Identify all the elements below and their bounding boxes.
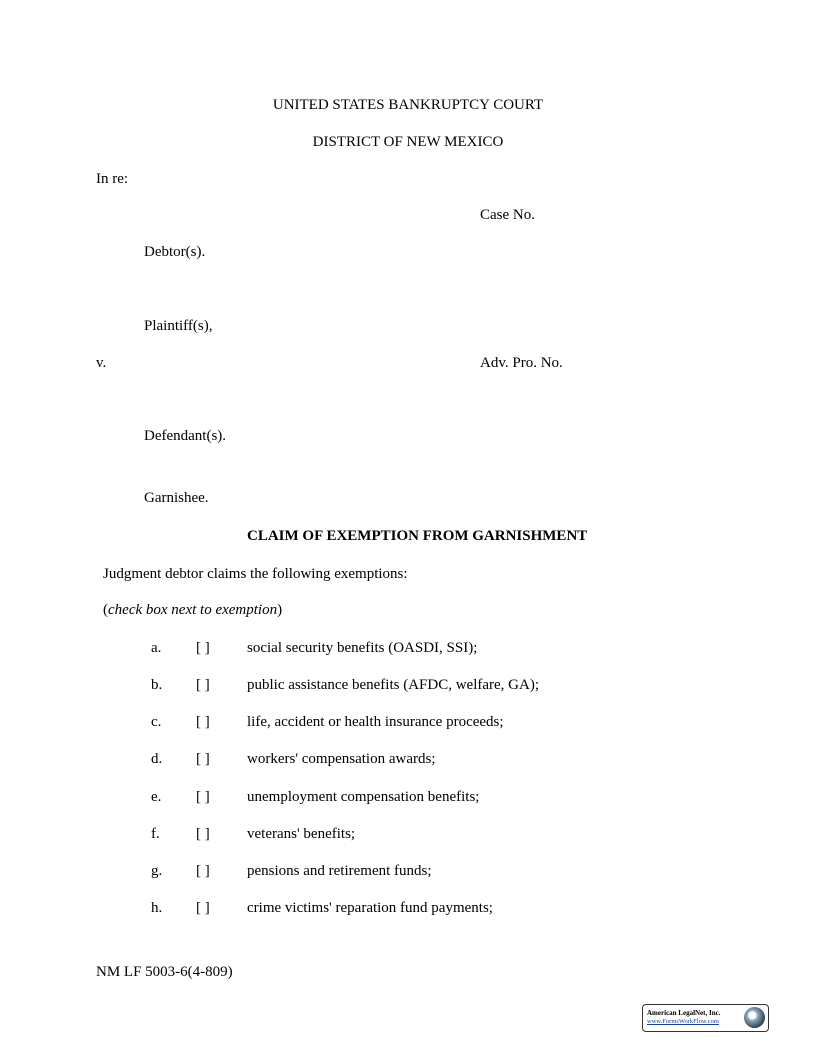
exemption-row	[0, 862, 816, 880]
exemption-row	[0, 713, 816, 731]
exemption-row	[0, 750, 816, 768]
exemption-row	[0, 788, 816, 806]
exemption-letter: c.	[151, 714, 162, 730]
case-no-label: Case No.	[480, 207, 535, 223]
debtor-label: Debtor(s).	[144, 244, 206, 260]
exemption-checkbox[interactable]: [ ]	[196, 640, 210, 656]
exemption-text: crime victims' reparation fund payments;	[247, 900, 493, 916]
adv-pro-no-label: Adv. Pro. No.	[480, 355, 563, 371]
exemption-letter: b.	[151, 677, 163, 693]
exemption-letter: f.	[151, 826, 160, 842]
exemption-letter: d.	[151, 751, 163, 767]
exemption-letter: h.	[151, 900, 163, 916]
exemption-text: public assistance benefits (AFDC, welfare, GA);	[247, 677, 540, 693]
exemption-checkbox[interactable]: [ ]	[196, 714, 210, 730]
exemption-row	[0, 825, 816, 843]
exemption-letter: a.	[151, 640, 162, 656]
in-re-label: In re:	[96, 171, 129, 187]
logo-company-name: American LegalNet, Inc.	[647, 1009, 721, 1017]
court-name: UNITED STATES BANKRUPTCY COURT	[272, 97, 544, 113]
instruction-text	[103, 601, 282, 619]
logo-website-link[interactable]: www.FormsWorkFlow.com	[647, 1018, 719, 1025]
exemption-checkbox[interactable]: [ ]	[196, 789, 210, 805]
exemption-row	[0, 899, 816, 917]
exemption-text: workers' compensation awards;	[247, 751, 436, 767]
american-legalnet-logo[interactable]	[642, 1004, 769, 1032]
exemption-row	[0, 639, 816, 657]
intro-text: Judgment debtor claims the following exemptions:	[103, 566, 408, 582]
exemption-checkbox[interactable]: [ ]	[196, 677, 210, 693]
defendant-label: Defendant(s).	[144, 428, 227, 444]
exemption-text: social security benefits (OASDI, SSI);	[247, 640, 478, 656]
exemption-checkbox[interactable]: [ ]	[196, 863, 210, 879]
exemption-letter: e.	[151, 789, 162, 805]
exemption-checkbox[interactable]: [ ]	[196, 900, 210, 916]
exemption-text: pensions and retirement funds;	[247, 863, 432, 879]
exemption-text: veterans' benefits;	[247, 826, 356, 842]
versus-label: v.	[96, 355, 107, 371]
instruction-italic: check box next to exemption	[108, 602, 278, 618]
exemption-checkbox[interactable]: [ ]	[196, 751, 210, 767]
exemption-checkbox[interactable]: [ ]	[196, 826, 210, 842]
garnishee-label: Garnishee.	[144, 490, 209, 506]
form-code: NM LF 5003-6(4-809)	[96, 964, 233, 980]
exemption-letter: g.	[151, 863, 163, 879]
globe-icon	[744, 1007, 765, 1028]
plaintiff-label: Plaintiff(s),	[144, 318, 213, 334]
exemption-row	[0, 676, 816, 694]
exemption-text: life, accident or health insurance proceeds;	[247, 714, 504, 730]
district-name: DISTRICT OF NEW MEXICO	[312, 134, 504, 150]
form-title: CLAIM OF EXEMPTION FROM GARNISHMENT	[247, 528, 588, 544]
instruction-open-paren: (	[103, 602, 108, 618]
instruction-close-paren: )	[277, 602, 283, 618]
exemption-text: unemployment compensation benefits;	[247, 789, 480, 805]
